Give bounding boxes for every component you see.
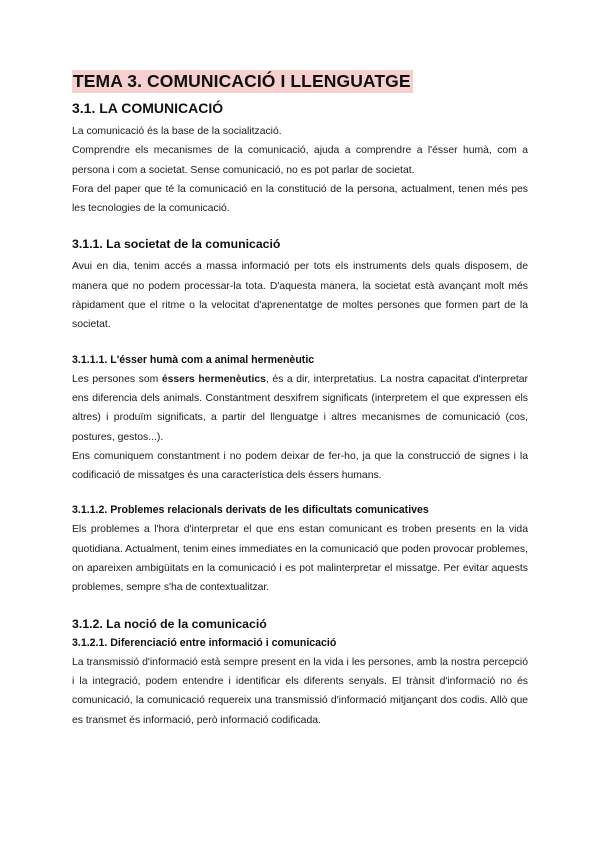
section-heading-3-1-1-2: 3.1.1.2. Problemes relacionals derivats de les dificultats comunicatives xyxy=(72,504,429,517)
section-heading-3-1: 3.1. LA COMUNICACIÓ xyxy=(72,100,224,116)
paragraph: La comunicació és la base de la socialització. xyxy=(72,126,282,137)
paragraph: La transmissió d'informació està sempre present en la vida i les persones, amb la nostra percepció i la integració, podem entendre i identificar els diferents senyals. El trànsit d'informació no és comunicació, la comunicació requereix una transmissió d'informació mitjançant dos codis. Allò que es transmet és informació, però informació codificada. xyxy=(72,656,528,726)
text-run: , és a dir, interpretatius. La nostra capacitat d'interpretar ens diferencia dels animals. Constantment desxifrem significats (interpretem el que expressen els altres) i produïm significats, a partir del llenguatge i altres mecanismes de comunicació (cos, postures, gestos...). xyxy=(72,373,529,443)
title-wrapper xyxy=(72,70,528,93)
paragraph xyxy=(72,370,528,447)
paragraph: Ens comuniquem constantment i no podem deixar de fer-ho, ja que la construcció de signes i la codificació de missatges és una característica dels éssers humans. xyxy=(72,450,528,482)
document-title: TEMA 3. COMUNICACIÓ I LLENGUATGE xyxy=(73,71,411,91)
section-heading-3-1-2-1: 3.1.2.1. Diferenciació entre informació i comunicació xyxy=(72,636,337,649)
paragraph: Els problemes a l'hora d'interpretar el que ens estan comunicant es troben presents en la vida quotidiana. Actualment, tenim eines immediates en la comunicació que poden provocar problemes, on apareixen ambigüitats en la comunicació i es pot malinterpretar el missatge. Per evitar aquests problemes, sempre s'ha de contextualitzar. xyxy=(72,524,528,594)
text-run: Les persones som xyxy=(72,373,162,385)
paragraph: Comprendre els mecanismes de la comunicació, ajuda a comprendre a l'ésser humà, com a persona i com a societat. Sense comunicació, no es pot parlar de societat. xyxy=(72,145,528,176)
bold-term: éssers hermenèutics xyxy=(161,373,266,385)
paragraph: Fora del paper que té la comunicació en la constitució de la persona, actualment, tenen més pes les tecnologies de la comunicació. xyxy=(72,183,528,215)
paragraph: Avui en dia, tenim accés a massa informació per tots els instruments dels quals disposem, de manera que no podem processar-la tota. D'aquesta manera, la societat està avançant molt més ràpidament que el ritme o la velocitat d'aprenentatge de moltes persones que formen part de la societat. xyxy=(72,261,528,331)
section-heading-3-1-1-1: 3.1.1.1. L'ésser humà com a animal hermenèutic xyxy=(72,353,315,366)
section-heading-3-1-1: 3.1.1. La societat de la comunicació xyxy=(72,237,281,252)
section-heading-3-1-2: 3.1.2. La noció de la comunicació xyxy=(72,616,267,631)
